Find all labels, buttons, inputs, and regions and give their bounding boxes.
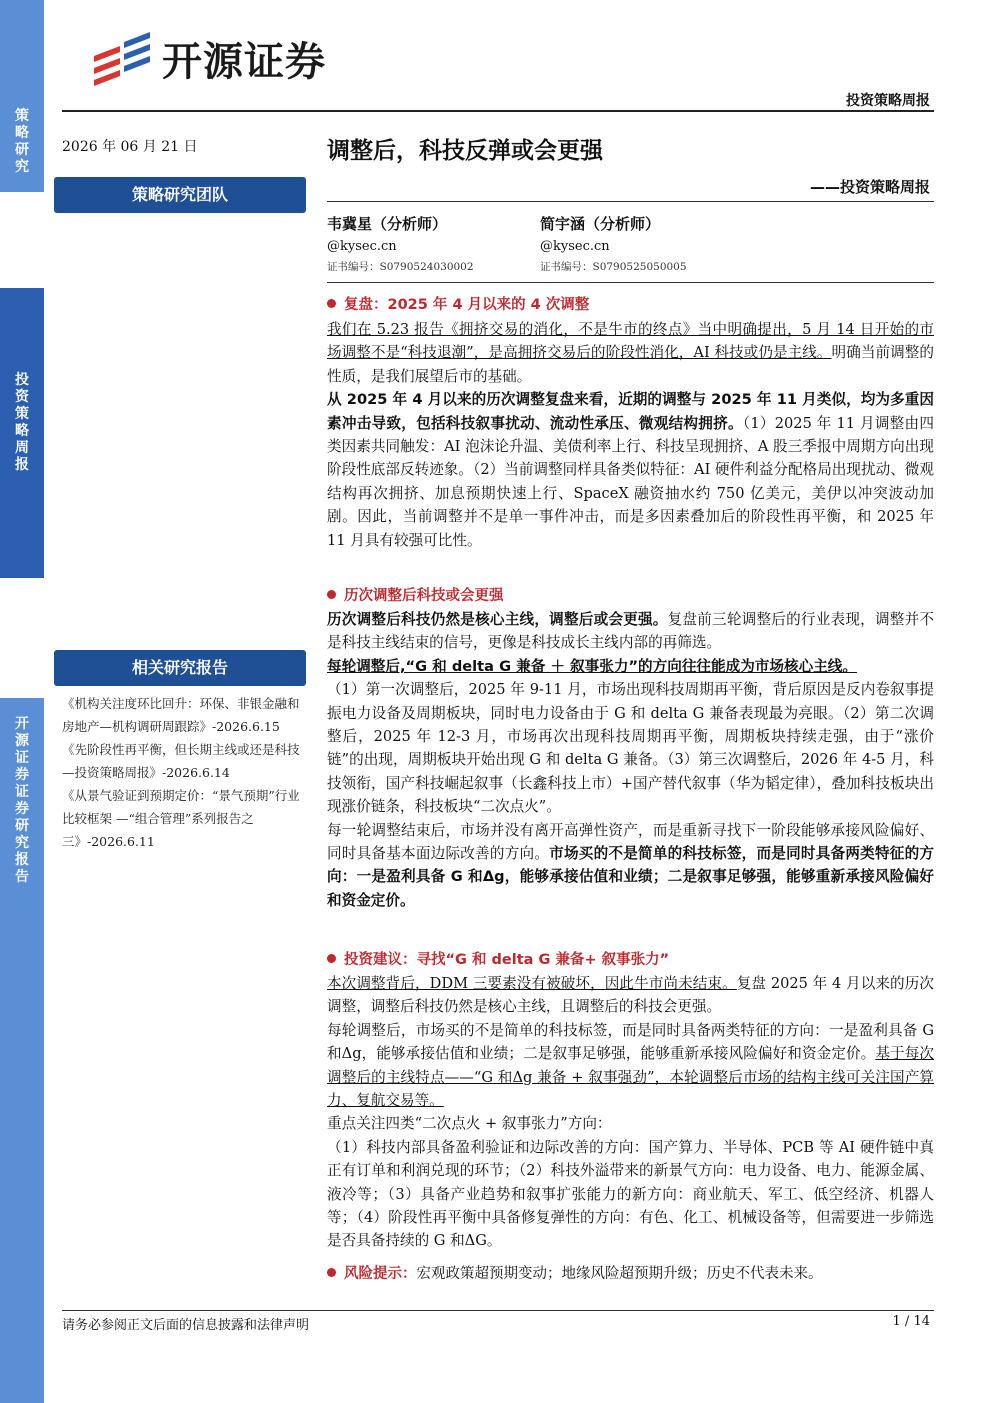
section-heading: 投资建议：寻找“G 和 delta G 兼备+ 叙事张力” [327,948,669,969]
related-report-item[interactable]: 《从景气验证到预期定价：“景气预期”行业比较框架 —“组合管理”系列报告之三》-2026.6.11 [62,788,300,849]
analyst-email[interactable]: @kysec.cn [327,239,397,254]
team-title: 策略研究团队 [54,177,306,213]
s1-p1: 我们在 5.23 报告《拥挤交易的消化，不是牛市的终点》当中明确提出，5 月 14 日开始的市场调整不是“科技退潮”，是高拥挤交易后的阶段性消化，AI 科技或仍是主线。 [327,321,934,362]
header-rule [62,110,934,112]
s2-p4: 每一轮调整结束后，市场并没有离开高弹性资产，而是重新寻找下一阶段能够承接风险偏好、同时具备基本面边际改善的方向。 [327,821,934,863]
bullet-icon [327,1268,336,1277]
logo-mark-icon [90,32,152,86]
section-3-body [327,972,934,1253]
s3-p2-underline: 基于每次调整后的主线特点——“G 和Δg 兼备 + 叙事强劲”，本轮调整后市场的结构主线可关注国产算力、复航交易等。 [327,1045,934,1110]
analyst-name: 韦冀星（分析师） [327,215,448,233]
page-subtitle: ——投资策略周报 [809,178,930,196]
logo-text: 开源证券 [162,39,326,85]
s3-p2: 每轮调整后，市场买的不是简单的科技标签，而是同时具备两类特征的方向：一是盈利具备 G 和Δg，能够承接估值和业绩；二是叙事足够强，能够重新承接风险偏好和资金定价。 [327,1021,934,1063]
analyst-card [540,212,750,276]
analyst-name: 简宇涵（分析师） [540,215,661,233]
s2-p3: （1）第一次调整后，2025 年 9-11 月，市场出现科技周期再平衡，背后原因是反内卷叙事提振电力设备及周期板块，同时电力设备由于 G 和 delta G 兼备表现最为亮眼。（2）第二次调整后，2025 年 12-3 月，市场再次出现科技周期再平衡，周期板块持续走强，由于“涨价链”的出现，周期板块开始出现 G 和 delta G 兼备。（3）第三次调整后，2026 年 4-5 月，科技领衔，国产科技崛起叙事（长鑫科技上市）+国产替代叙事（华为韬定律），叠加科技板块出现涨价链条，科技板块“二次点火”。 [327,681,934,816]
analyst-card [327,212,537,276]
bullet-icon [327,590,336,599]
header-report-type: 投资策略周报 [846,93,930,109]
analyst-cert: 证书编号：S0790524030002 [327,261,474,273]
section-1-body [327,318,934,552]
brand-logo [90,30,326,87]
analyst-rule [327,282,934,283]
related-report-item[interactable]: 《机构关注度环比回升：环保、非银金融和房地产—机构调研周跟踪》-2026.6.15 [62,696,300,734]
section-heading: 历次调整后科技或会更强 [327,584,504,605]
s1-p1b: 明确当前调整的性质，是我们展望后市的基础。 [327,344,934,385]
risk-line [327,1262,823,1283]
risk-head: 风险提示： [344,1266,417,1282]
s3-p1b: 复盘 2025 年 4 月以来的历次调整，调整后科技仍然是核心主线，且调整后的科技会更强。 [327,975,934,1016]
s1-p2-bold: 从 2025 年 4 月以来的历次调整复盘来看，近期的调整与 2025 年 11 月类似，均为多重因素冲击导致，包括科技叙事扰动、流动性承压、微观结构拥挤。 [327,391,934,432]
side-band-gap [0,192,44,288]
bullet-icon [327,299,336,308]
side-label-bottom: 开源证券 证券研究报告 [15,716,29,885]
side-label-mid: 投资策略周报 [15,372,29,473]
s3-p3: 重点关注四类“二次点火 + 叙事张力”方向： [327,1115,612,1133]
page-title: 调整后，科技反弹或会更强 [327,138,603,164]
footer-rule [62,1310,934,1311]
s2-p4-bold: 市场买的不是简单的科技标签，而是同时具备两类特征的方向：一是盈利具备 G 和Δg，能够承接估值和业绩；二是叙事足够强，能够重新承接风险偏好和资金定价。 [327,845,934,909]
footer-disclaimer: 请务必参阅正文后面的信息披露和法律声明 [62,1318,310,1333]
s3-p1: 本次调整背后，DDM 三要素没有被破坏，因此牛市尚未结束。 [327,975,737,992]
related-report-item[interactable]: 《先阶段性再平衡，但长期主线或还是科技—投资策略周报》-2026.6.14 [62,742,300,780]
related-title: 相关研究报告 [54,650,306,686]
section-2-body [327,608,934,912]
analyst-cert: 证书编号：S0790525050005 [540,261,687,273]
s2-p2-bold: 每轮调整后,“G 和 delta G 兼备 ＋ 叙事张力”的方向往往能成为市场核心主线。 [327,657,857,675]
side-label-top: 策略研究 [15,108,29,175]
side-band-gap-2 [0,578,44,698]
s2-p1: 复盘前三轮调整后的行业表现，调整并不是科技主线结束的信号，更像是科技成长主线内部的再筛选。 [327,611,934,652]
analyst-email[interactable]: @kysec.cn [540,239,610,254]
related-reports [62,692,306,853]
risk-text: 宏观政策超预期变动；地缘风险超预期升级；历史不代表未来。 [416,1266,823,1282]
page-number: 1 / 14 [892,1314,930,1329]
bullet-icon [327,954,336,963]
s1-p2: （1）2025 年 11 月调整由四类因素共同触发：AI 泡沫论升温、美债利率上行、科技呈现拥挤、A 股三季报中周期方向出现阶段性底部反转迹象。（2）当前调整同样具备类似特征：AI 硬件利益分配格局出现扰动、微观结构再次拥挤、加息预期快速上行、SpaceX 融资抽水约 750 亿美元，美伊以冲突波动加剧。因此，当前调整并不是单一事件冲击，而是多因素叠加后的阶段性再平衡，和 2025 年 11 月具有较强可比性。 [327,414,934,549]
section-heading: 复盘：2025 年 4 月以来的 4 次调整 [327,293,589,314]
report-date: 2026 年 06 月 21 日 [62,139,198,155]
s2-p1-bold: 历次调整后科技仍然是核心主线，调整后或会更强。 [327,611,668,628]
s3-p4: （1）科技内部具备盈利验证和边际改善的方向：国产算力、半导体、PCB 等 AI 硬件链中真正有订单和利润兑现的环节；（2）科技外溢带来的新景气方向：电力设备、电力、能源金属、液冷等；（3）具备产业趋势和叙事扩张能力的新方向：商业航天、军工、低空经济、机器人等；（4）阶段性再平衡中具备修复弹性的方向：有色、化工、机械设备等，但需要进一步筛选是否具备持续的 G 和ΔG。 [327,1138,934,1250]
subtitle-rule [327,201,934,202]
